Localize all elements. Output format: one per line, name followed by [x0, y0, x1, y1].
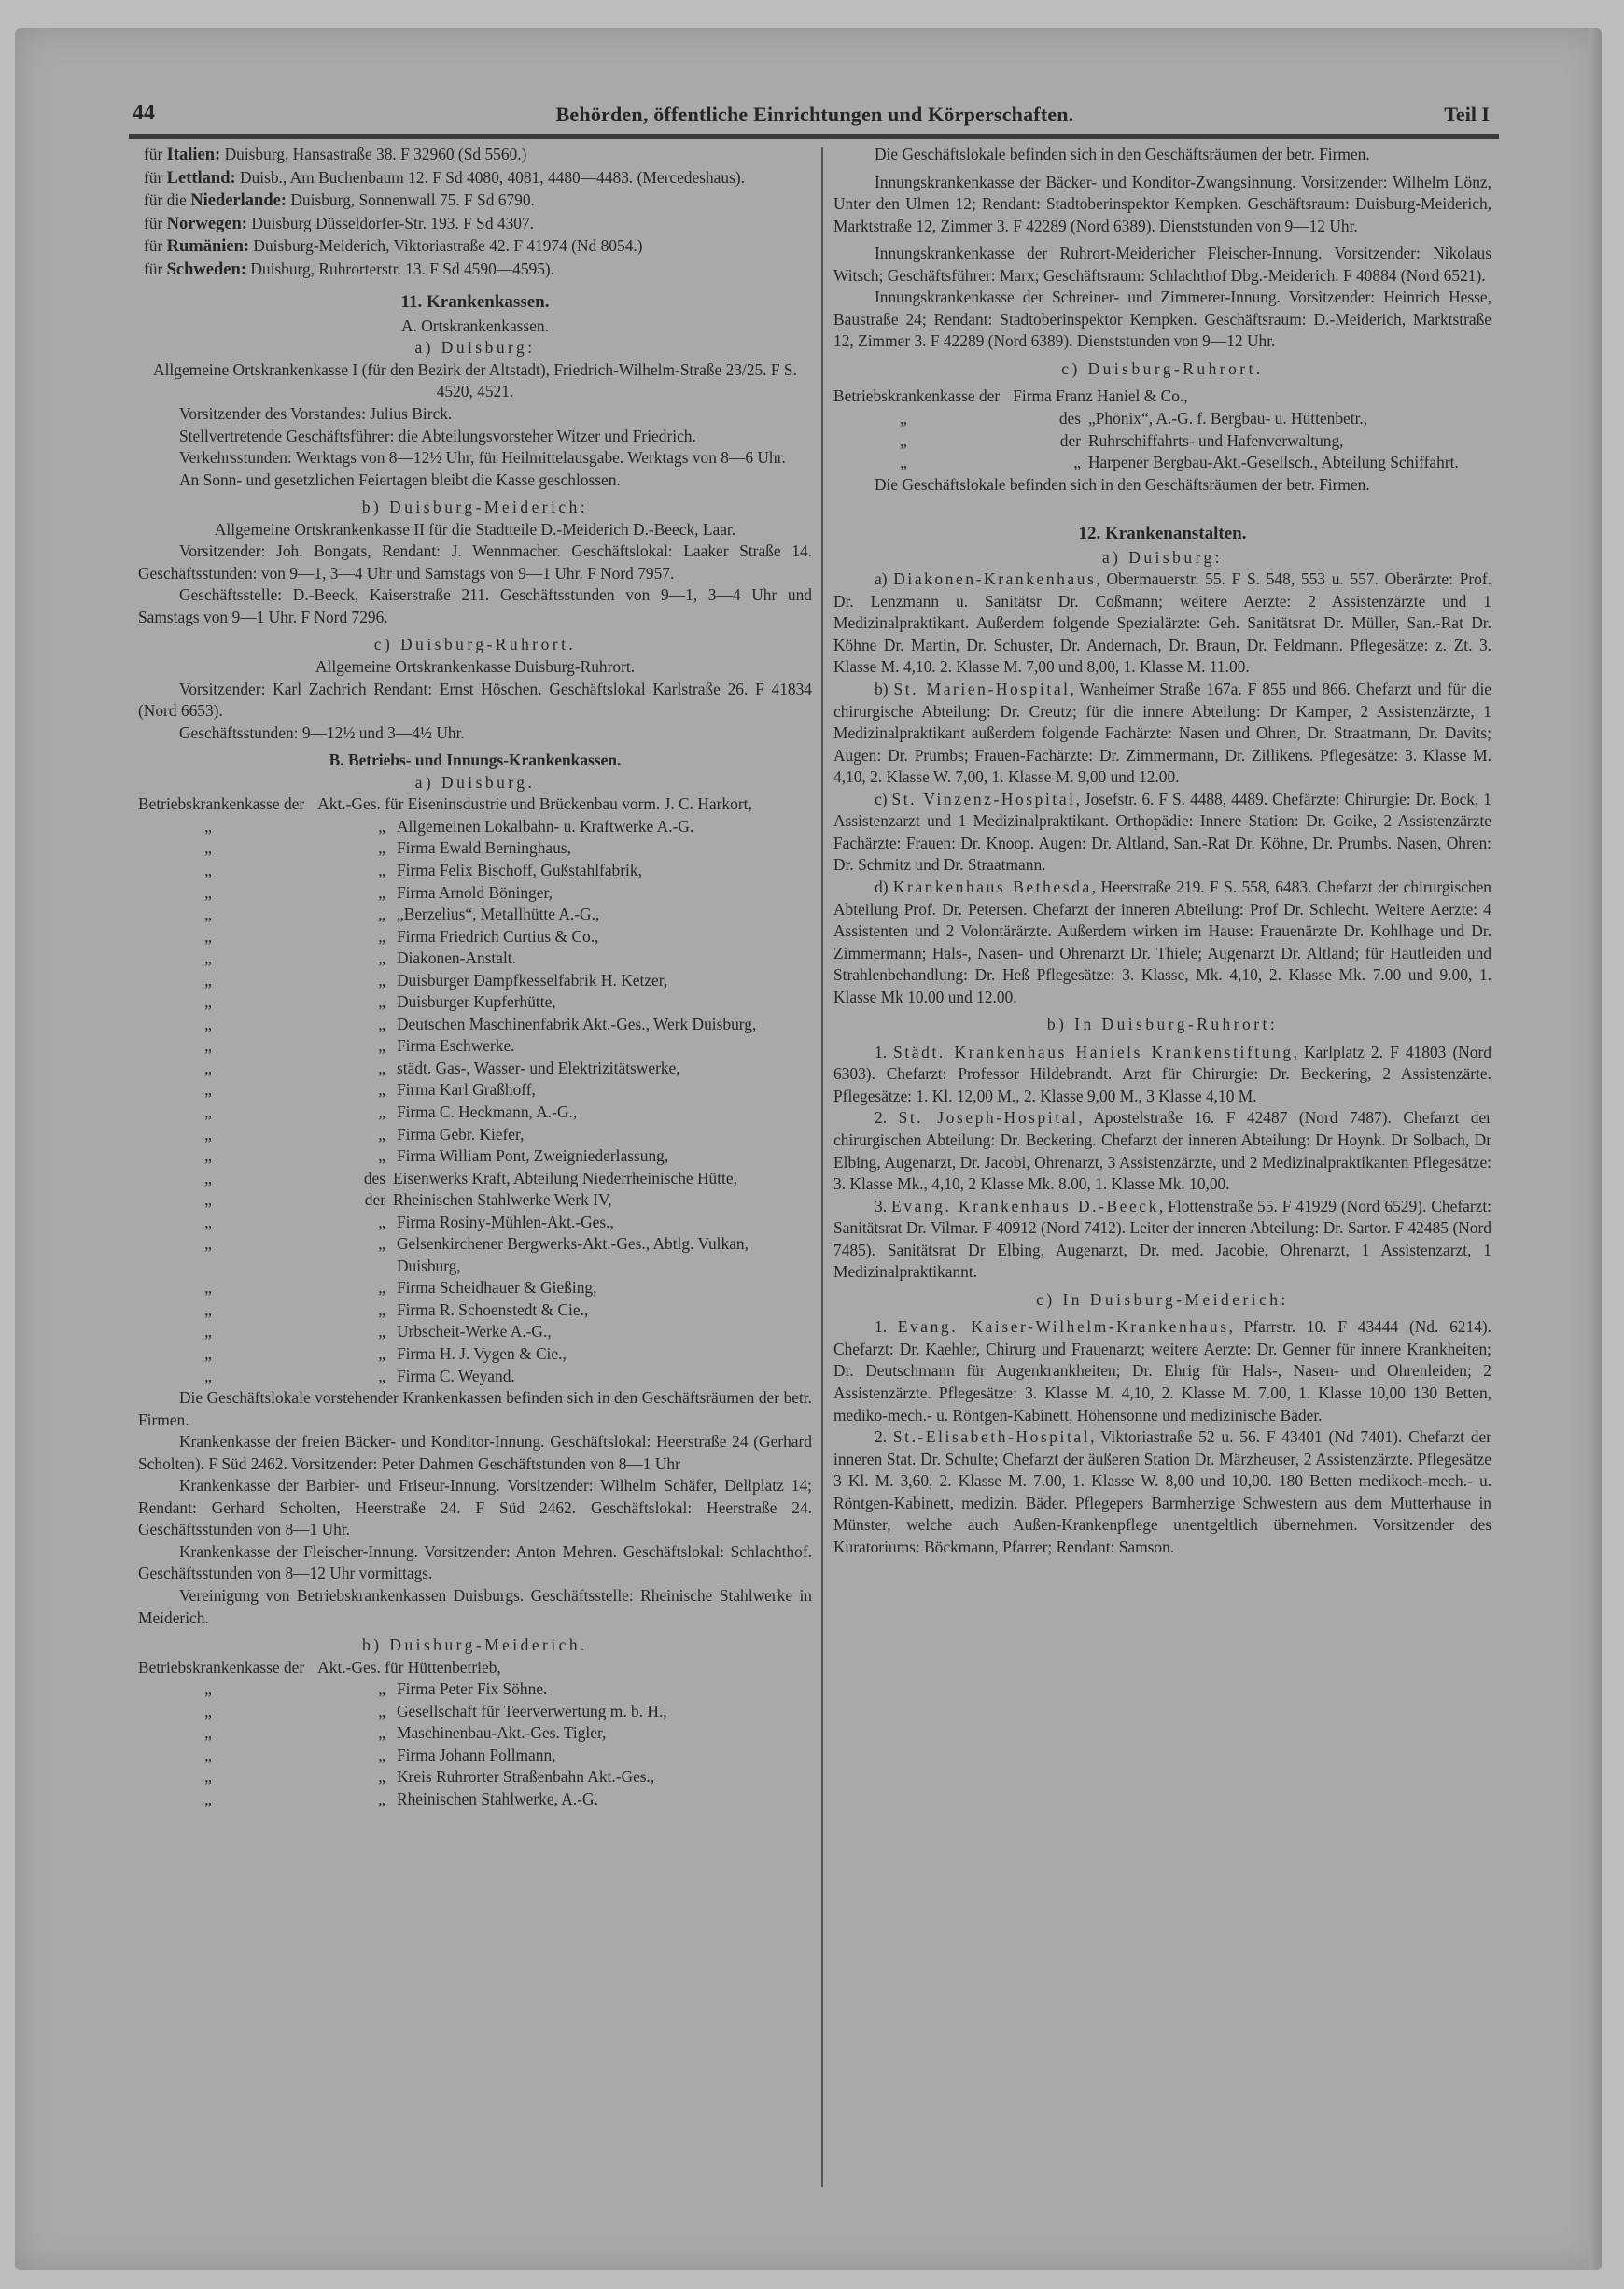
ditto-mark: „: [204, 926, 212, 946]
kassen-row: [138, 1722, 812, 1745]
kassen-name: Firma Arnold Böninger,: [397, 882, 553, 902]
ditto-mark: „: [378, 1723, 385, 1743]
ditto-mark: „: [378, 1014, 385, 1033]
kassen-name: Akt.-Ges. für Eiseninsdustrie und Brückenbau vorm. J. C. Harkort,: [317, 794, 752, 814]
kassen-name: Rheinischen Stahlwerke Werk IV,: [393, 1190, 612, 1210]
running-title: Behörden, öffentliche Einrichtungen und Körperschaften.: [555, 103, 1074, 126]
betriebskassen-list-duisburg: [138, 816, 812, 1387]
kassen-name: Firma Scheidhauer & Gießing,: [397, 1278, 597, 1298]
hospital-name: Krankenhaus Bethesda: [892, 877, 1092, 896]
consulate-country: Schweden:: [166, 260, 246, 279]
kassen-name: Firma Felix Bischoff, Gußstahlfabrik,: [397, 860, 642, 879]
hospital-list-duisburg: [833, 569, 1491, 1008]
kassen-name: Firma Peter Fix Söhne.: [397, 1679, 548, 1699]
heading-k-c-meiderich: c) In Duisburg-Meiderich:: [1036, 1289, 1289, 1309]
hospital-entry: [833, 679, 1491, 789]
kassen-row: [138, 904, 812, 926]
ditto-mark: „: [204, 1343, 212, 1363]
consulate-prefix: für: [144, 213, 163, 232]
hospital-details: , Pfarrstr. 10. F 43444 (Nd. 6214). Chefarzt: Dr. Kaehler, Chirurg und Frauenarzt; weitere Aerzte: Dr. Genner für innere Krankheiten; Dr. Deutschmann für Augenkrankheiten; Dr. Ehrig für Hals-, Nasen- und Ohrenleiden; 2 Assistenzärzte. Pflegesätze: 3. Klasse M. 4,10, 2. Klasse M. 7.00, 1. Klasse 10,00 130 Betten, mediko-mech.- u. Röntgen-Kabinett, Höhensonne und medizinische Bäder.: [833, 1317, 1491, 1425]
hospital-label: 1.: [875, 1042, 888, 1061]
consulate-entry: [144, 259, 812, 282]
heading-b-meiderich: b) Duisburg-Meiderich:: [361, 498, 589, 517]
kassen-row: [138, 1678, 812, 1701]
ditto-mark: „: [378, 992, 385, 1012]
hospital-list-meiderich: [833, 1316, 1491, 1558]
kassen-row: [833, 430, 1491, 453]
note-geschaeftslokale-meiderich: Die Geschäftslokale befinden sich in den Geschäftsräumen der betr. Firmen.: [875, 145, 1370, 163]
hospital-details: , Flottenstraße 55. F 41929 (Nord 6529). Chefarzt: Sanitätsrat Dr. Vilmar. F 40912 (Nord 7412). Leiter der inneren Abteilung: Dr. Sartor. F 42485 (Nord 7485). Sanitätsrat Dr Elbing, Augenarzt, Dr. med. Jacobie, Ohrenarzt, 1 Assistenzarzt, 1 Medizinalpraktikannt.: [833, 1196, 1491, 1282]
kassen-row: [138, 970, 812, 992]
ditto-mark: „: [378, 1234, 385, 1254]
kassen-row: [138, 1189, 812, 1212]
ditto-mark: „: [378, 1366, 385, 1385]
kassen-name: Deutschen Maschinenfabrik Akt.-Ges., Werk Duisburg,: [397, 1014, 757, 1033]
kassen-row: [138, 948, 812, 970]
betriebskassen-list-ruhrort: [833, 408, 1491, 474]
kassen-name: Duisburger Dampfkesselfabrik H. Ketzer,: [397, 970, 668, 990]
ditto-mark: „: [204, 1234, 212, 1254]
ditto-mark: „: [900, 409, 907, 428]
betriebskassen-list-meiderich: [138, 1678, 812, 1810]
hospital-list-ruhrort: [833, 1042, 1491, 1284]
aok-3-name: Allgemeine Ortskrankenkasse Duisburg-Ruhrort.: [315, 657, 636, 677]
heading-a-duisburg: a) Duisburg:: [414, 338, 536, 358]
subsection-a-title: A. Ortskrankenkassen.: [401, 316, 549, 335]
kassen-row: [138, 1014, 812, 1036]
hospital-label: 2.: [875, 1427, 888, 1447]
kassen-name: Firma William Pont, Zweigniederlassung,: [397, 1146, 669, 1166]
hospital-entry: [833, 789, 1491, 877]
hospital-label: 2.: [875, 1108, 888, 1128]
ditto-mark: „: [378, 1146, 385, 1166]
ditto-mark: „: [204, 860, 212, 879]
ditto-mark: „: [378, 838, 385, 858]
aok-3-details: Vorsitzender: Karl Zachrich Rendant: Ernst Höschen. Geschäftslokal Karlstraße 26. F 41834 (Nord 6653).: [138, 679, 812, 721]
ditto-mark: „: [204, 992, 212, 1012]
kassen-name: Firma Karl Graßhoff,: [397, 1080, 536, 1100]
ditto-mark: „: [204, 1168, 212, 1187]
ditto-mark: „: [378, 905, 385, 924]
ditto-mark: „: [204, 1679, 212, 1699]
kasse-baecker: Krankenkasse der freien Bäcker- und Konditor-Innung. Geschäftslokal: Heerstraße 24 (Gerhard Scholten). F Süd 2462. Vorsitzender: Peter Dahmen Geschäftstunden von 8—1 Uhr: [138, 1432, 812, 1473]
consulate-address: Duisburg Düsseldorfer-Str. 193. F Sd 4307.: [251, 213, 535, 232]
column-divider: [821, 147, 823, 2187]
kassen-row: [138, 991, 812, 1014]
hospital-name: Evang. Kaiser-Wilhelm-Krankenhaus: [897, 1317, 1229, 1337]
ditto-mark: „: [204, 970, 212, 990]
kassen-row: [138, 816, 812, 838]
kassen-row: [138, 1277, 812, 1299]
ditto-mark: „: [204, 1014, 212, 1033]
kassen-preposition: der: [364, 1190, 385, 1210]
aok-2-details: Vorsitzender: Joh. Bongats, Rendant: J. Wennmacher. Geschäftslokal: Laaker Straße 14. Geschäftsstunden: von 9—1, 3—4 Uhr und Samstags von 9—1 Uhr. F Nord 7957.: [138, 541, 812, 583]
section-11-title: 11. Krankenkassen.: [400, 292, 550, 313]
ditto-mark: „: [378, 1745, 385, 1764]
ditto-mark: „: [204, 1299, 212, 1319]
consulate-entry: [144, 167, 812, 190]
ditto-mark: „: [204, 1190, 212, 1210]
kassen-row: [138, 1079, 812, 1102]
ditto-mark: „: [378, 926, 385, 946]
kassen-name: städt. Gas-, Wasser- und Elektrizitätswerke,: [397, 1058, 680, 1077]
note-geschaeftslokale: Die Geschäftslokale vorstehender Krankenkassen befinden sich in den Geschäftsräumen der betr. Firmen.: [138, 1388, 812, 1429]
heading-k-a-duisburg: a) Duisburg:: [1101, 547, 1224, 567]
kassen-row: [138, 1035, 812, 1058]
innung-fleischer: Innungskrankenkasse der Ruhrort-Meidericher Fleischer-Innung. Vorsitzender: Nikolaus Witsch; Geschäftsführer: Marx; Geschäftsraum: Schlachthof Dbg.-Meiderich. F 40884 (Nord 6521).: [833, 244, 1491, 285]
ditto-mark: „: [204, 816, 212, 836]
aok-1-chair: Vorsitzender des Vorstandes: Julius Birck.: [179, 404, 453, 424]
consulate-prefix: für die: [144, 190, 187, 210]
header-rule: [129, 134, 1499, 139]
innung-baecker: Innungskrankenkasse der Bäcker- und Konditor-Zwangsinnung. Vorsitzender: Wilhelm Lönz, Unter den Ulmen 12; Rendant: Stadtoberinspektor Kempken. Geschäftsraum: Duisburg-Meiderich, Marktstraße 12, Zimmer 3. F 42289 (Nord 6389). Dienststunden von 9—12 Uhr.: [833, 172, 1491, 235]
kassen-name: Kreis Ruhrorter Straßenbahn Akt.-Ges.,: [397, 1767, 655, 1787]
consulate-prefix: für: [144, 236, 163, 256]
hospital-name: Städt. Krankenhaus Haniels Krankenstiftung: [893, 1042, 1294, 1061]
hospital-details: , Heerstraße 219. F S. 558, 6483. Chefarzt der chirurgischen Abteilung Prof. Dr. Petersen. Chefarzt der inneren Abteilung: Prof Dr. Schlecht. Weitere Aerzte: 4 Assistenten und 2 Volontärärzte. Außerdem wirken im Hause: Frauenärzte Dr. Kohlhage und Dr. Zimmermann; Hals-, Nasen- und Ohrenarzt Dr. Thiele; Augenarzt Dr. Altland; für Hautleiden und Strahlenbehandlung: Dr. Heß Pflegesätze: 3. Klasse, Mk. 4,10, 2. Klasse Mk. 7.00 und 9.00, 1. Klasse Mk 10.00 und 12.00.: [833, 877, 1491, 1006]
ditto-mark: „: [204, 1080, 212, 1100]
kassen-name: Firma Ewald Berninghaus,: [397, 838, 571, 858]
ditto-mark: „: [378, 1701, 385, 1720]
kasse-fleischer: Krankenkasse der Fleischer-Innung. Vorsitzender: Anton Mehren. Geschäftslokal: Schlachthof. Geschäftsstunden von 8—12 Uhr vormittags.: [138, 1541, 812, 1583]
hospital-details: , Viktoriastraße 52 u. 56. F 43401 (Nd 7401). Chefarzt der inneren Stat. Dr. Schulte; Chefarzt der äußeren Station Dr. Märzheuser, 2 Assistenzärzte. Pflegesätze 3 Kl. M. 3,60, 2. Klasse M. 7.00, 1. Klasse W. 8,00 und 10,00. 180 Betten medikoch-mech.- u. Röntgen-Kabinett, medizin. Bäder. Pflegepers Barmherzige Schwestern aus dem Mutterhause in Münster, welche auch Außen-Krankenpflege unentgeltlich übernehmen. Vorsitzender des Kuratoriums: Böckmann, Pfarrer; Rendant: Samson.: [833, 1427, 1491, 1556]
hospital-label: a): [875, 569, 888, 589]
aok-1-name: Allgemeine Ortskrankenkasse I (für den Bezirk der Altstadt), Friedrich-Wilhelm-Straße 23/25. F S. 4520, 4521.: [153, 359, 797, 401]
kassen-row: [833, 408, 1491, 430]
kassen-row: [138, 1168, 812, 1190]
kassen-preposition: des: [363, 1168, 385, 1187]
kassen-row: [138, 882, 812, 905]
kassen-row: [138, 1766, 812, 1789]
hospital-label: 1.: [875, 1317, 888, 1337]
kassen-preposition: des: [1058, 409, 1081, 428]
kassen-row: [138, 1299, 812, 1322]
page-number: 44: [133, 101, 155, 125]
hospital-entry: [833, 1196, 1491, 1284]
kassen-name: Rheinischen Stahlwerke, A.-G.: [397, 1789, 598, 1808]
hospital-details: , Obermauerstr. 55. F S. 548, 553 u. 557. Oberärzte: Prof. Dr. Lenzmann u. Sanitätsr Dr. Coßmann; weitere Aerzte: 2 Assistenzärzte und 1 Medizinalpraktikant. Außerdem folgende Spezialärzte: Geh. Sanitätsrat Dr. Müller, San.-Rat Dr. Köhne Dr. Martin, Dr. Schuster, Dr. Andernach, Dr. Braun, Dr. Feldmann. Pflegesätze: z. Zt. 3. Klasse M. 4,10. 2. Klasse M. 7,00 und 8,00, 1. Klasse M. 11.00.: [833, 569, 1491, 677]
aok-2-branch: Geschäftsstelle: D.-Beeck, Kaiserstraße 211. Geschäftsstunden von 9—1, 3—4 Uhr und Samstags von 9—1 Uhr. F Nord 7296.: [138, 585, 812, 626]
kassen-name: Diakonen-Anstalt.: [397, 948, 516, 968]
hospital-entry: [833, 1042, 1491, 1108]
kassen-name: „Berzelius“, Metallhütte A.-G.,: [397, 905, 600, 924]
hospital-name: Evang. Krankenhaus D.-Beeck: [891, 1196, 1159, 1215]
kassen-row: [138, 1366, 812, 1388]
consulate-address: Duisburg-Meiderich, Viktoriastraße 42. F 41974 (Nd 8054.): [253, 236, 643, 256]
kassen-row-first-meiderich: [138, 1657, 812, 1679]
kassen-row: [138, 1789, 812, 1811]
kassen-row: [138, 1058, 812, 1080]
kassen-lead: Betriebskrankenkasse der: [138, 1657, 305, 1677]
ditto-mark: „: [204, 1701, 212, 1720]
kassen-row: [138, 837, 812, 860]
consulate-address: Duisb., Am Buchenbaum 12. F Sd 4080, 4081, 4480—4483. (Mercedeshaus).: [240, 167, 745, 187]
ditto-mark: „: [204, 1058, 212, 1077]
kassen-row: [138, 1124, 812, 1146]
ditto-mark: „: [378, 1080, 385, 1100]
ditto-mark: „: [204, 948, 212, 968]
kassen-name: Firma R. Schoenstedt & Cie.,: [397, 1299, 589, 1319]
kassen-name: Firma Franz Haniel & Co.,: [1013, 386, 1188, 406]
kassen-name: Eisenwerks Kraft, Abteilung Niederrheinische Hütte,: [393, 1168, 737, 1187]
ditto-mark: „: [204, 1278, 212, 1298]
ditto-mark: „: [204, 1322, 212, 1341]
ditto-mark: „: [378, 1679, 385, 1699]
ditto-mark: „: [204, 882, 212, 902]
hospital-name: St. Vinzenz-Hospital: [891, 789, 1076, 808]
hospital-details: , Wanheimer Straße 167a. F 855 und 866. Chefarzt und für die chirurgische Abteilung: Dr. Creutz; für die innere Abteilung: Dr Kamper, 2 Assistenzärzte, 1 Medizinalpraktikant außerdem folgende Fachärzte: Nasen und Ohren, Dr. Straatmann, Dr. Davits; Augen: Dr. Prumbs; Frauen-Fachärzte: Dr. Zimmermann, Dr. Zillikens. Pflegesätze: 3. Klasse M. 4,10, 2. Klasse W. 7,00, 1. Klasse M. 9,00 und 12.00.: [833, 680, 1491, 787]
hospital-details: , Apostelstraße 16. F 42487 (Nord 7487). Chefarzt der chirurgischen Abteilung: Dr. Beckering. Chefarzt der inneren Abteilung: Dr Hoynk. Dr Solbach, Dr Elbing, Augenarzt, Dr. Jacobi, Ohrenarzt, 3 Assistenzärzte, und 2 Medizinalpraktikanten Pflegesätze: 3. Klasse Mk., 4,10, 2 Klasse Mk. 8.00, 1. Klasse Mk. 10,00.: [833, 1108, 1491, 1194]
kassen-name: Firma C. Weyand.: [397, 1366, 515, 1385]
ditto-mark: „: [204, 1102, 212, 1121]
ditto-mark: „: [378, 1036, 385, 1056]
ditto-mark: „: [378, 1124, 385, 1144]
hospital-label: c): [875, 789, 888, 808]
ditto-mark: „: [204, 1146, 212, 1166]
part-label: Teil I: [1444, 103, 1490, 126]
hospital-entry: [833, 569, 1491, 679]
hospital-details: , Karlplatz 2. F 41803 (Nord 6303). Chefarzt: Professor Hildebrandt. Arzt für Chirurgie: Dr. Beckering, 2 Assistenzärte. Pflegesätze: 1. Kl. 12,00 M., 2. Klasse 9,00 M., 3 Klasse 4,10 M.: [833, 1042, 1491, 1105]
ditto-mark: „: [204, 1124, 212, 1144]
consulate-prefix: für: [144, 259, 163, 278]
ditto-mark: „: [204, 905, 212, 924]
ditto-mark: „: [204, 1789, 212, 1808]
hospital-details: , Josefstr. 6. F S. 4488, 4489. Chefärzte: Chirurgie: Dr. Bock, 1 Assistenzarzt und 1 Medizinalpraktikant. Orthopädie: Innere Station: Dr. Goike, 2 Assistenzärzte Fachärzte: Frauen: Dr. Knoop. Augen: Dr. Altland, San.-Rat Dr. Köhne, Dr. Prumbs. Nasen, Ohren: Dr. Schmitz und Dr. Straatmann.: [833, 789, 1491, 875]
kassen-row: [138, 1745, 812, 1767]
ditto-mark: „: [378, 882, 385, 902]
kassen-name: Firma Rosiny-Mühlen-Akt.-Ges.,: [397, 1212, 614, 1231]
hospital-label: b): [875, 680, 889, 699]
hospital-entry: [833, 877, 1491, 1008]
ditto-mark: „: [204, 1366, 212, 1385]
ditto-mark: „: [204, 1036, 212, 1056]
consulate-entry: [144, 190, 812, 213]
ditto-mark: „: [378, 1058, 385, 1077]
hospital-label: 3.: [875, 1196, 888, 1215]
consulate-entry: [144, 144, 812, 167]
kassen-name: Urbscheit-Werke A.-G.,: [397, 1322, 552, 1341]
kassen-row-first: [138, 793, 812, 816]
kassen-name: Maschinenbau-Akt.-Ges. Tigler,: [397, 1723, 607, 1743]
ditto-mark: „: [378, 1212, 385, 1231]
consulate-country: Rumänien:: [166, 237, 250, 257]
hospital-name: St. Joseph-Hospital: [898, 1108, 1079, 1128]
kassen-name: Gelsenkirchener Bergwerks-Akt.-Ges., Abtlg. Vulkan, Duisburg,: [397, 1234, 749, 1275]
innung-schreiner: Innungskrankenkasse der Schreiner- und Zimmerer-Innung. Vorsitzender: Heinrich Hesse, Baustraße 24; Rendant: Stadtoberinspektor Kempken. Geschäftsraum: D.-Meiderich, Marktstraße 12, Zimmer 3. F 42289 (Nord 6389). Dienststunden von 9—12 Uhr.: [833, 288, 1491, 351]
heading-b-c-ruhrort: c) Duisburg-Ruhrort.: [1061, 358, 1264, 378]
vereinigung: Vereinigung von Betriebskrankenkassen Duisburgs. Geschäftsstelle: Rheinische Stahlwerke in Meiderich.: [138, 1586, 812, 1627]
ditto-mark: „: [378, 1343, 385, 1363]
kassen-row: [138, 860, 812, 882]
kassen-preposition: „: [1073, 453, 1081, 472]
ditto-mark: „: [378, 970, 385, 990]
aok-2-name: Allgemeine Ortskrankenkasse II für die Stadtteile D.-Meiderich D.-Beeck, Laar.: [214, 519, 736, 539]
ditto-mark: „: [378, 1322, 385, 1341]
kassen-name: „Phönix“, A.-G. f. Bergbau- u. Hüttenbetr.,: [1088, 409, 1368, 428]
hospital-name: St.-Elisabeth-Hospital: [892, 1427, 1091, 1447]
kassen-name: Firma Gebr. Kiefer,: [397, 1124, 525, 1144]
ditto-mark: „: [378, 816, 385, 836]
hospital-name: Diakonen-Krankenhaus: [893, 569, 1097, 589]
subsection-b-title: B. Betriebs- und Innungs-Krankenkassen.: [329, 751, 622, 770]
kassen-name: Gesellschaft für Teerverwertung m. b. H.,: [397, 1701, 667, 1720]
kassen-name: Harpener Bergbau-Akt.-Gesellsch., Abteilung Schiffahrt.: [1088, 453, 1459, 472]
consulate-prefix: für: [144, 167, 163, 187]
kassen-name: Firma Johann Pollmann,: [397, 1745, 556, 1764]
aok-1-hours: Verkehrsstunden: Werktags von 8—12½ Uhr, für Heilmittelausgabe. Werktags von 8—6 Uhr.: [179, 448, 786, 468]
ditto-mark: „: [900, 430, 907, 450]
aok-1-deputy: Stellvertretende Geschäftsführer: die Abteilungsvorsteher Witzer und Friedrich.: [179, 426, 696, 445]
kassen-row: [138, 1233, 812, 1277]
kassen-lead: Betriebskrankenkasse der: [833, 386, 1001, 406]
consulate-country: Norwegen:: [166, 214, 247, 233]
ditto-mark: „: [378, 1278, 385, 1298]
hospital-label: d): [875, 877, 889, 896]
heading-c-ruhrort: c) Duisburg-Ruhrort.: [373, 635, 577, 654]
ditto-mark: „: [900, 453, 907, 472]
consulate-address: Duisburg, Sonnenwall 75. F Sd 6790.: [290, 190, 535, 210]
heading-b-a-duisburg: a) Duisburg.: [414, 772, 536, 792]
kassen-name: Ruhrschiffahrts- und Hafenverwaltung,: [1088, 430, 1344, 450]
hospital-entry: [833, 1426, 1491, 1558]
kassen-row: [138, 1321, 812, 1343]
kassen-name: Duisburger Kupferhütte,: [397, 992, 556, 1012]
ditto-mark: „: [378, 1789, 385, 1808]
ditto-mark: „: [204, 1767, 212, 1787]
ditto-mark: „: [204, 1723, 212, 1743]
consulate-country: Niederlande:: [190, 191, 287, 211]
consulate-country: Italien:: [166, 146, 221, 164]
kassen-row: [138, 1145, 812, 1168]
ditto-mark: „: [378, 1299, 385, 1319]
ditto-mark: „: [204, 1212, 212, 1231]
ditto-mark: „: [204, 1745, 212, 1764]
ditto-mark: „: [378, 948, 385, 968]
kassen-name: Firma H. J. Vygen & Cie.,: [397, 1343, 567, 1363]
consulate-address: Duisburg, Ruhrorterstr. 13. F Sd 4590—4595).: [250, 259, 555, 278]
aok-1-closed: An Sonn- und gesetzlichen Feiertagen bleibt die Kasse geschlossen.: [179, 470, 621, 489]
ditto-mark: „: [378, 1767, 385, 1787]
page-header: [129, 101, 1501, 134]
kassen-name: Firma Eschwerke.: [397, 1036, 515, 1056]
consulate-entry: [144, 235, 812, 259]
kassen-row-first-ruhrort: [833, 386, 1491, 408]
aok-3-hours: Geschäftsstunden: 9—12½ und 3—4½ Uhr.: [179, 723, 465, 742]
kassen-row: [138, 1343, 812, 1366]
consulate-address: Duisburg, Hansastraße 38. F 32960 (Sd 5560.): [224, 145, 527, 163]
kassen-row: [138, 1212, 812, 1234]
left-column: [138, 144, 812, 1810]
ditto-mark: „: [378, 860, 385, 879]
kasse-barbier: Krankenkasse der Barbier- und Friseur-Innung. Vorsitzender: Wilhelm Schäfer, Dellplatz 14; Rendant: Gerhard Scholten, Heerstraße 24. F Süd 2462. Geschäftslokal: Heerstraße 24. Geschäftsstunden von 8—1 Uhr.: [138, 1476, 812, 1539]
section-12-title: 12. Krankenanstalten.: [1078, 524, 1247, 544]
hospital-entry: [833, 1316, 1491, 1426]
right-column: [833, 144, 1491, 1558]
kassen-name: Firma C. Heckmann, A.-G.,: [397, 1102, 578, 1121]
consulate-list: [138, 144, 812, 281]
kassen-preposition: der: [1059, 430, 1081, 450]
kassen-row: [833, 452, 1491, 474]
kassen-name: Allgemeinen Lokalbahn- u. Kraftwerke A.-G.: [397, 816, 694, 836]
note-geschaeftslokale-ruhrort: Die Geschäftslokale befinden sich in den Geschäftsräumen der betr. Firmen.: [875, 474, 1370, 494]
consulate-entry: [144, 213, 812, 236]
consulate-country: Lettland:: [166, 168, 236, 188]
kassen-lead: Betriebskrankenkasse der: [138, 794, 305, 814]
ditto-mark: „: [204, 838, 212, 858]
kassen-row: [138, 1102, 812, 1124]
kassen-row: [138, 1701, 812, 1723]
consulate-prefix: für: [144, 145, 163, 163]
paper-edge: [1589, 28, 1602, 2270]
kassen-name: Akt.-Ges. für Hüttenbetrieb,: [317, 1657, 501, 1677]
heading-b-b-meiderich: b) Duisburg-Meiderich.: [362, 1636, 588, 1655]
kassen-row: [138, 926, 812, 948]
ditto-mark: „: [378, 1102, 385, 1121]
heading-k-b-ruhrort: b) In Duisburg-Ruhrort:: [1046, 1015, 1279, 1034]
hospital-entry: [833, 1107, 1491, 1195]
hospital-name: St. Marien-Hospital: [893, 680, 1071, 699]
kassen-name: Firma Friedrich Curtius & Co.,: [397, 926, 599, 946]
